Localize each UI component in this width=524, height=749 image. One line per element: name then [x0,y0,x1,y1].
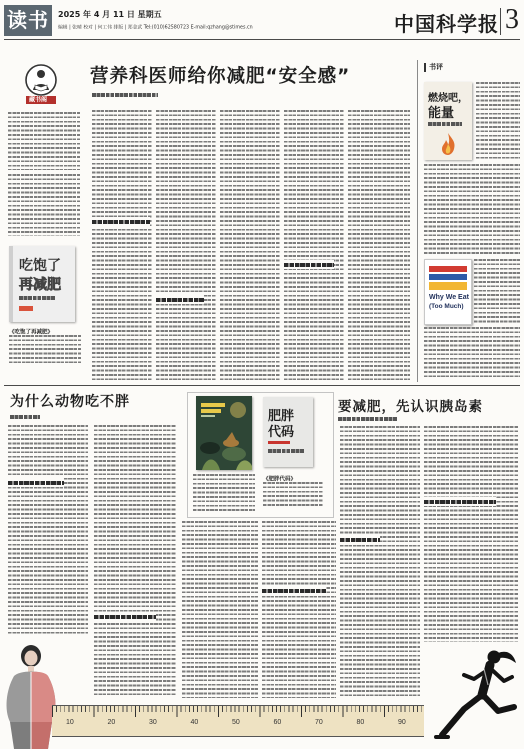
flame-icon [438,132,458,156]
tape-ticks-major [52,706,424,717]
header-rule [4,39,520,40]
body-text-column [340,426,420,698]
subheading [156,295,204,304]
sidebar-rule [417,60,418,382]
animals-byline [10,415,40,419]
body-text-column [262,521,336,698]
review-text [424,164,520,256]
tape-number: 70 [315,719,323,726]
book-cover-title: Why We Eat [429,294,469,301]
book-cover [196,396,252,470]
section-tab [4,5,52,36]
insulin-headline: 要减肥，先认识胰岛素 [338,399,483,415]
book-caption [9,327,81,335]
book-cover-stripes [429,266,467,290]
review-label: 书评 [424,63,443,72]
book-cover [424,259,472,325]
subheading [284,260,334,269]
staff-line: 编辑 | 张晴 校对 | 何工伟 排版 | 郑金武 Tel:(010)62580723 E-mail:qzhang@stimes.cn [58,24,253,30]
subheading [92,217,150,226]
review-text [476,82,520,160]
measuring-tape [52,705,424,737]
subheading [94,612,156,621]
column-badge [26,96,56,104]
sidebar-text [8,174,80,236]
review-text [474,259,520,323]
tape-number: 20 [107,719,116,726]
book-cover-subtitle [268,449,304,453]
lead-headline: 营养科医师给你减肥“安全感” [90,66,351,87]
book-cover [263,397,313,467]
book-cover-title: 能量 [428,106,455,121]
subheading [424,497,496,506]
book-cover-title: 吃饱了 [19,258,61,274]
subheading [8,478,64,487]
book-cover-title: 燃烧吧， [428,93,468,104]
book-caption-text [9,335,81,365]
body-text-column [220,110,280,380]
book-caption-title: 《肥胖代码》 [263,476,296,482]
section-separator [4,385,520,386]
book-cover-accent [268,441,290,444]
tape-number: 30 [149,719,157,726]
runner-icon [428,645,520,745]
reader-icon [24,63,58,97]
masthead-divider [500,8,501,35]
book-cover-title: (Too Much) [429,303,464,310]
tape-number: 60 [273,719,282,726]
book-cover-title: 代码 [268,425,295,440]
book-cover [9,246,75,322]
insulin-byline [338,417,398,421]
tape-number: 90 [398,719,406,726]
book-cover-accent [19,306,33,311]
body-text-column [348,110,410,380]
review-text [424,327,520,380]
subheading [340,535,380,544]
body-text-column [94,425,176,698]
book-cover-subtitle [19,296,55,300]
column-badge-label: 藏书阁 [29,96,47,104]
body-text-column [182,521,258,698]
body-text-column [92,110,152,380]
book-caption-text [193,474,255,511]
book-cover [424,82,472,160]
animals-headline: 为什么动物吃不胖 [10,394,130,410]
page-number: 3 [505,4,519,35]
tape-number: 80 [356,719,365,726]
tape-number: 40 [190,719,199,726]
body-text-column [156,110,216,380]
subheading [262,586,326,595]
body-text-column [284,110,344,380]
book-cover-subtitle [428,122,462,126]
book-cover-title: 再减肥 [19,277,61,293]
tape-number: 10 [66,719,74,726]
lead-byline [92,93,158,97]
book-cover-title: 肥胖 [268,409,295,424]
book-caption-title: 《吃饱了再减肥》 [9,329,53,335]
tape-number: 50 [232,719,240,726]
book-caption-text [263,482,323,506]
body-text-column [8,425,88,636]
sidebar-text [8,112,80,170]
body-text-column [424,426,518,642]
book-caption [263,474,325,482]
section-label: 读书 [7,8,49,32]
issue-date: 2025 年 4 月 11 日 星期五 [58,10,162,19]
masthead: 中国科学报 [394,12,499,36]
